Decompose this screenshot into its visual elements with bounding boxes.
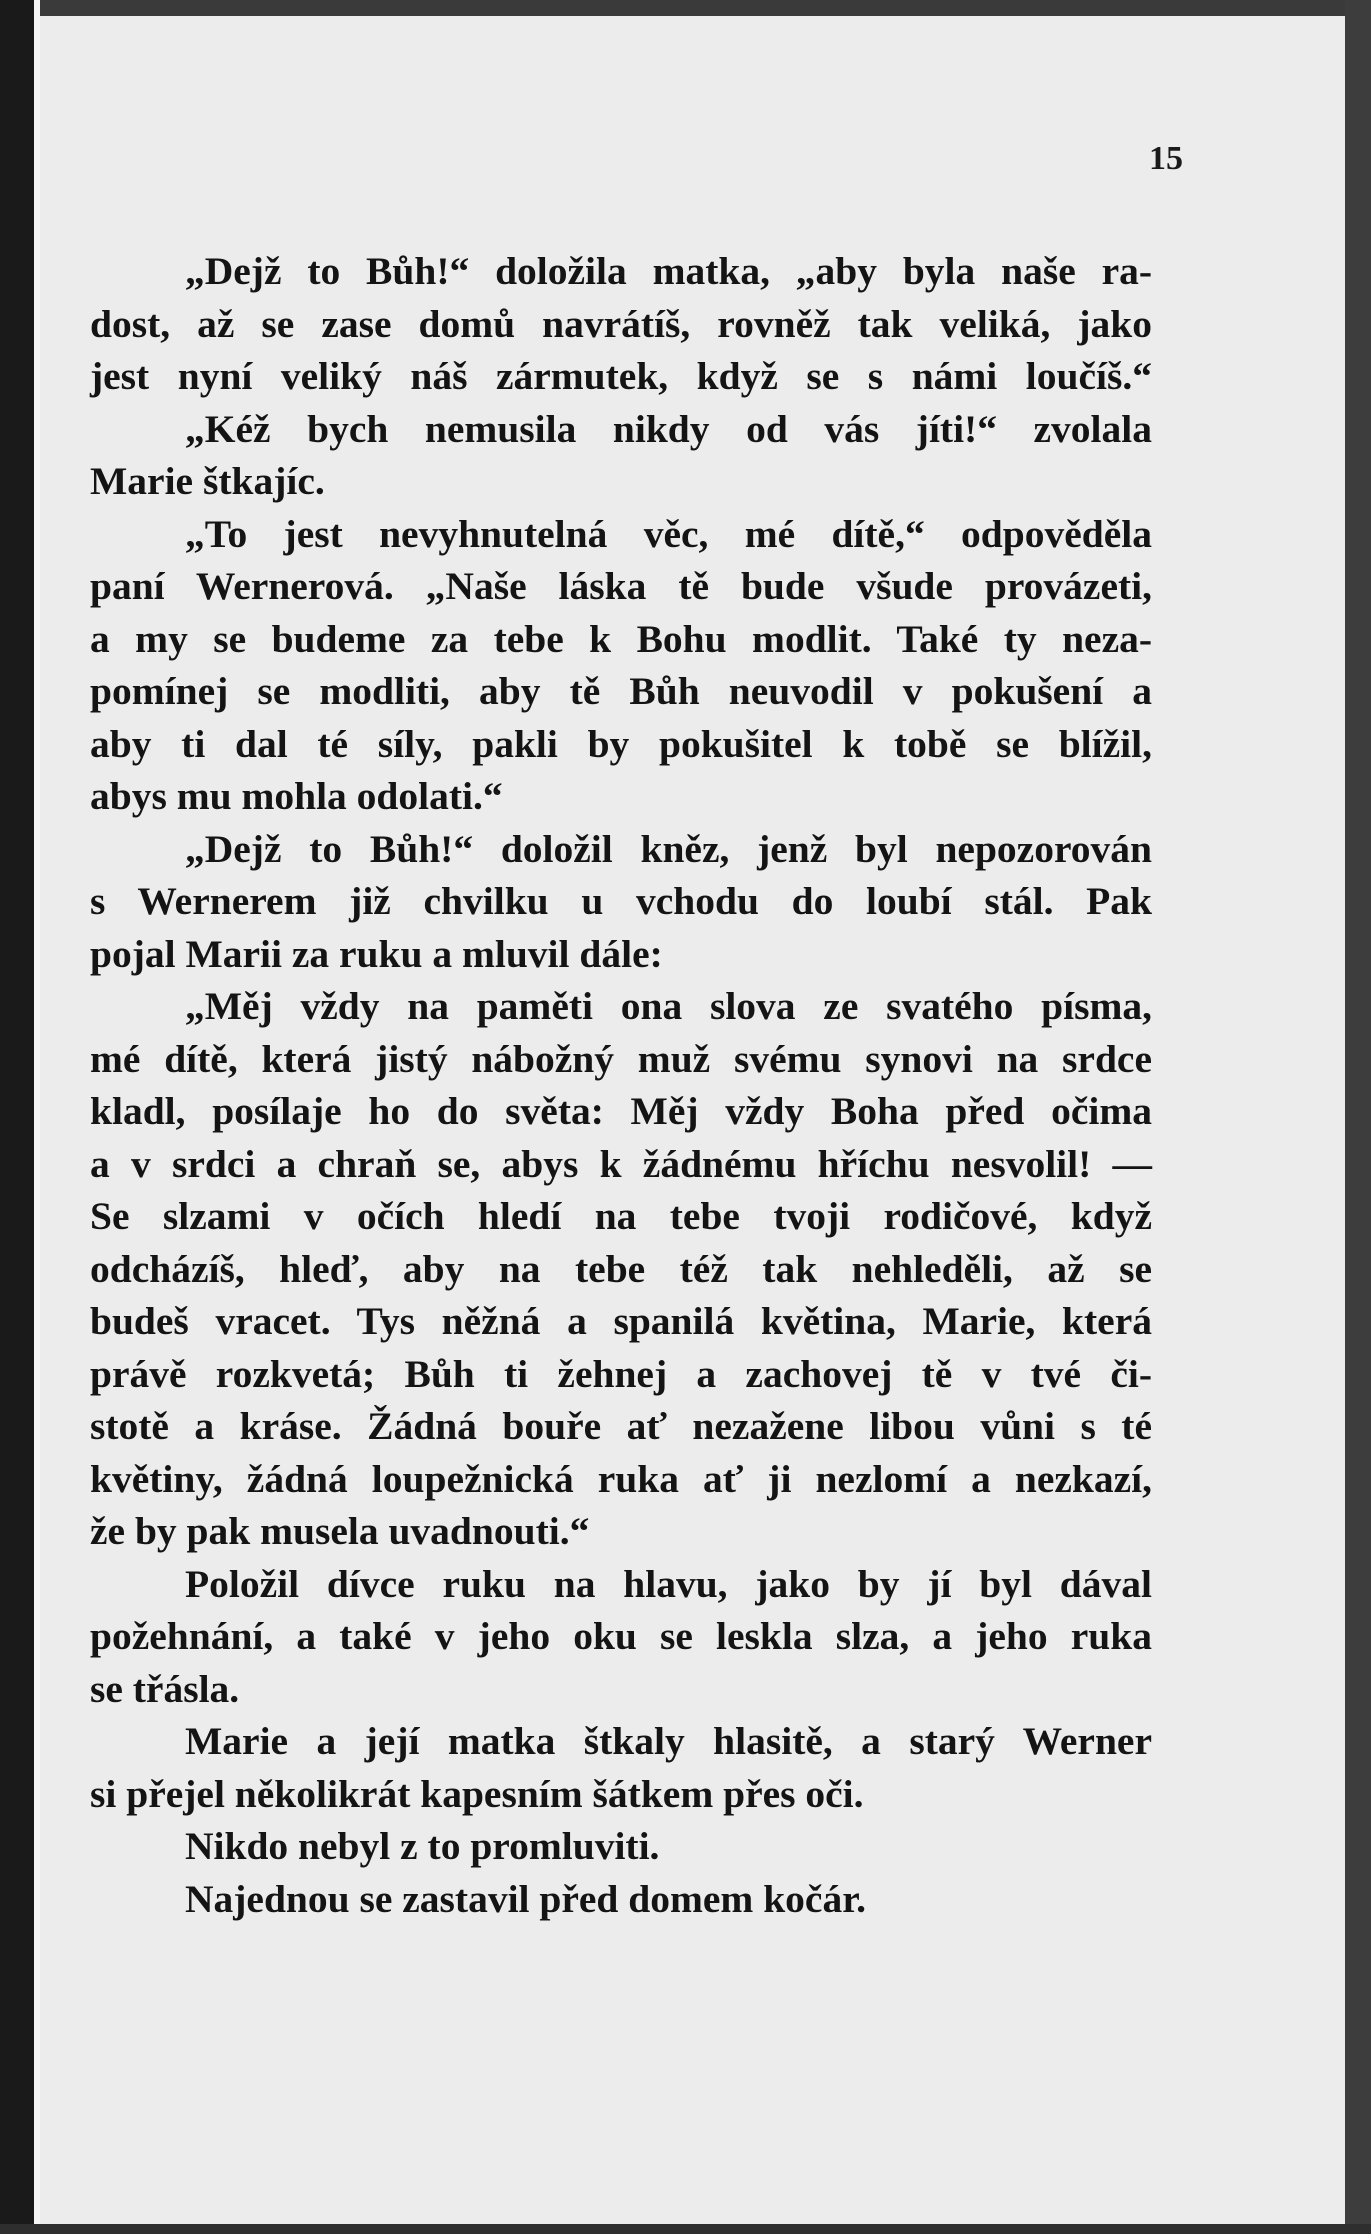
- text-line: se třásla.: [90, 1666, 240, 1711]
- text-line: Marie a její matka štkaly hlasitě, a starý Werner: [185, 1719, 1152, 1763]
- scan-bottom-edge: [0, 2224, 1371, 2234]
- text-line: kladl, posílaje ho do světa: Měj vždy Boha před očima: [90, 1089, 1152, 1133]
- scan-right-edge: [1345, 0, 1371, 2234]
- scan-left-edge: [0, 0, 34, 2234]
- text-line: Marie štkajíc.: [90, 459, 325, 503]
- text-line: stotě a kráse. Žádná bouře ať nezažene libou vůni s té: [90, 1404, 1152, 1448]
- text-line: že by pak musela uvadnouti.“: [90, 1509, 590, 1553]
- text-line: a v srdci a chraň se, abys k žádnému hříchu nesvolil! —: [90, 1141, 1152, 1186]
- text-line: požehnání, a také v jeho oku se leskla slza, a jeho ruka: [90, 1614, 1152, 1658]
- text-line: abys mu mohla odolati.“: [90, 774, 503, 818]
- text-line: květiny, žádná loupežnická ruka ať ji nezlomí a nezkazí,: [90, 1456, 1152, 1501]
- text-line: si přejel několikrát kapesním šátkem přes oči.: [90, 1771, 864, 1816]
- text-line: „Dejž to Bůh!“ doložil kněz, jenž byl nepozorován: [185, 826, 1152, 871]
- text-line: „Dejž to Bůh!“ doložila matka, „aby byla naše ra-: [185, 249, 1152, 293]
- page-number: 15: [1149, 140, 1183, 177]
- text-line: s Wernerem již chvilku u vchodu do loubí stál. Pak: [90, 879, 1152, 923]
- text-line: Položil dívce ruku na hlavu, jako by jí byl dával: [185, 1561, 1152, 1606]
- text-line: odcházíš, hleď, aby na tebe též tak nehleděli, až se: [90, 1246, 1152, 1291]
- text-line: právě rozkvetá; Bůh ti žehnej a zachovej tě v tvé či-: [90, 1351, 1152, 1396]
- text-line: a my se budeme za tebe k Bohu modlit. Také ty neza-: [90, 616, 1152, 661]
- text-line: mé dítě, která jistý nábožný muž svému synovi na srdce: [90, 1036, 1152, 1081]
- text-line: Najednou se zastavil před domem kočár.: [185, 1876, 866, 1921]
- text-line: „Kéž bych nemusila nikdy od vás jíti!“ zvolala: [185, 406, 1152, 451]
- text-line: jest nyní veliký náš zármutek, když se s námi loučíš.“: [90, 354, 1152, 398]
- text-line: aby ti dal té síly, pakli by pokušitel k tobě se blížil,: [90, 721, 1152, 766]
- text-line: dost, až se zase domů navrátíš, rovněž tak veliká, jako: [90, 301, 1152, 346]
- text-line: „To jest nevyhnutelná věc, mé dítě,“ odpověděla: [185, 511, 1152, 556]
- text-line: pojal Marii za ruku a mluvil dále:: [90, 931, 663, 976]
- text-line: budeš vracet. Tys něžná a spanilá květina, Marie, která: [90, 1299, 1152, 1343]
- text-line: paní Wernerová. „Naše láska tě bude všude provázeti,: [90, 564, 1152, 608]
- text-line: „Měj vždy na paměti ona slova ze svatého písma,: [185, 984, 1152, 1028]
- body-text: [90, 245, 1152, 1925]
- scan-top-edge: [0, 0, 1371, 16]
- text-line: Se slzami v očích hledí na tebe tvoji rodičové, když: [90, 1194, 1152, 1238]
- text-line: Nikdo nebyl z to promluviti.: [185, 1824, 660, 1868]
- text-line: pomínej se modliti, aby tě Bůh neuvodil v pokušení a: [90, 669, 1152, 713]
